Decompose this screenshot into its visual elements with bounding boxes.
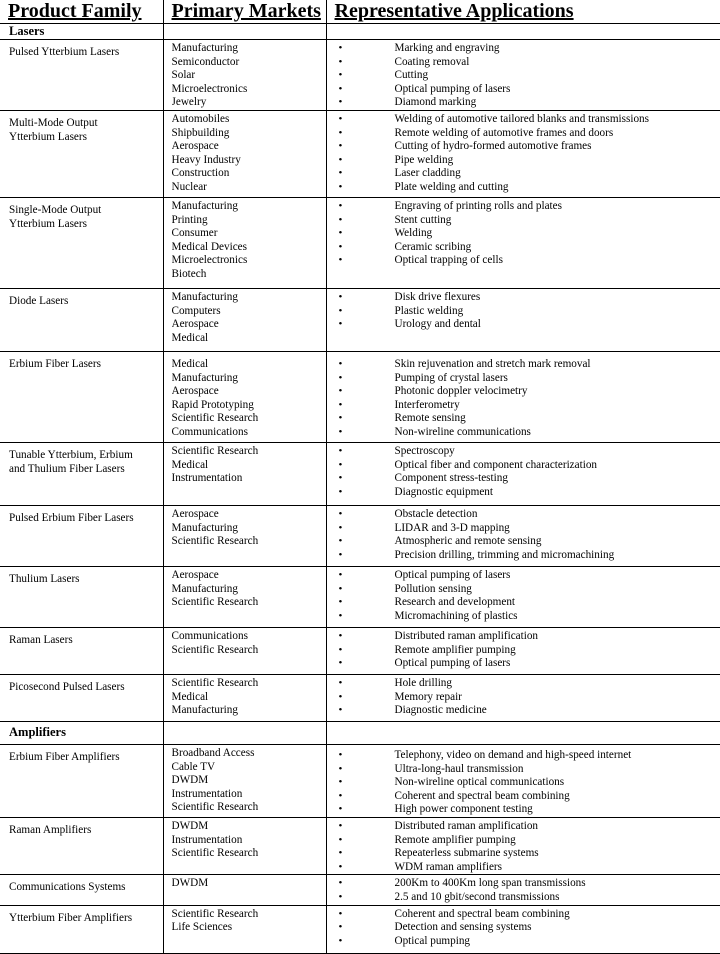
application-item-list (339, 443, 720, 499)
application-item: • Cutting of hydro-formed automotive frames (339, 140, 720, 154)
application-item: • Micromachining of plastics (339, 610, 720, 624)
market-item: Automobiles (172, 113, 324, 127)
application-item: • Optical pumping of lasers (339, 569, 720, 583)
application-item: • Skin rejuvenation and stretch mark removal (339, 358, 720, 372)
market-item: Scientific Research (172, 596, 324, 610)
table-row (0, 875, 720, 905)
market-item: DWDM (172, 774, 324, 788)
market-item: Jewelry (172, 96, 324, 110)
market-item-list (172, 506, 324, 549)
application-item: • Remote welding of automotive frames and doors (339, 127, 720, 141)
market-item: Manufacturing (172, 291, 324, 305)
product-family-name: Pulsed Ytterbium Lasers (9, 46, 159, 60)
application-item: • Welding (339, 227, 720, 241)
market-item: Instrumentation (172, 472, 324, 486)
product-family-name: Communications Systems (9, 881, 159, 895)
section-title: Amplifiers (0, 721, 163, 744)
market-item: Aerospace (172, 385, 324, 399)
application-item: • Obstacle detection (339, 508, 720, 522)
market-item: Scientific Research (172, 801, 324, 815)
product-family-name: Raman Lasers (9, 634, 159, 648)
application-item: • Plastic welding (339, 305, 720, 319)
market-item-list (172, 906, 324, 935)
market-item: Scientific Research (172, 445, 324, 459)
table-row (0, 674, 720, 721)
header-row (0, 0, 720, 24)
product-family-cell (0, 505, 163, 566)
product-family-cell (0, 288, 163, 351)
application-item: • High power component testing (339, 803, 720, 817)
application-item: • Distributed raman amplification (339, 630, 720, 644)
market-item: DWDM (172, 820, 324, 834)
market-item: Manufacturing (172, 200, 324, 214)
header-product-family: Product Family (0, 0, 163, 24)
market-item: Semiconductor (172, 56, 324, 70)
market-item-list (172, 40, 324, 110)
market-item: Manufacturing (172, 42, 324, 56)
product-family-cell (0, 744, 163, 817)
product-family-cell (0, 197, 163, 288)
application-item-list (339, 198, 720, 268)
application-item: • Non-wireline optical communications (339, 776, 720, 790)
applications-cell (326, 905, 720, 953)
primary-markets-cell (163, 197, 326, 288)
market-item: Medical (172, 459, 324, 473)
primary-markets-cell (163, 351, 326, 442)
product-family-name: Ytterbium Lasers (9, 218, 159, 232)
application-item: • Spectroscopy (339, 445, 720, 459)
header-primary-markets: Primary Markets (163, 0, 326, 24)
market-item-list (172, 198, 324, 282)
application-item: • Optical fiber and component characterization (339, 459, 720, 473)
table-row (0, 351, 720, 442)
application-item: • Telephony, video on demand and high-speed internet (339, 749, 720, 763)
application-item: • Ceramic scribing (339, 241, 720, 255)
primary-markets-cell (163, 288, 326, 351)
application-item: • Remote amplifier pumping (339, 644, 720, 658)
market-item: Scientific Research (172, 908, 324, 922)
market-item: Scientific Research (172, 677, 324, 691)
application-item-list (339, 875, 720, 904)
market-item: Aerospace (172, 569, 324, 583)
application-item: • Plate welding and cutting (339, 181, 720, 195)
product-family-name: Thulium Lasers (9, 573, 159, 587)
applications-cell (326, 40, 720, 111)
market-item: Manufacturing (172, 372, 324, 386)
market-item: Shipbuilding (172, 127, 324, 141)
applications-cell (326, 110, 720, 197)
application-item-list (339, 906, 720, 949)
table-row (0, 505, 720, 566)
primary-markets-cell (163, 110, 326, 197)
applications-cell (326, 197, 720, 288)
market-item: Heavy Industry (172, 154, 324, 168)
product-family-name: Ytterbium Lasers (9, 131, 159, 145)
market-item-list (172, 111, 324, 195)
application-item: • Photonic doppler velocimetry (339, 385, 720, 399)
applications-cell (326, 674, 720, 721)
market-item-list (172, 628, 324, 657)
application-item-list (339, 352, 720, 440)
application-item: • Laser cladding (339, 167, 720, 181)
application-item: • Remote sensing (339, 412, 720, 426)
application-item: • Stent cutting (339, 214, 720, 228)
table-row (0, 288, 720, 351)
market-item: Consumer (172, 227, 324, 241)
market-item: Scientific Research (172, 535, 324, 549)
applications-cell (326, 505, 720, 566)
product-family-name: Picosecond Pulsed Lasers (9, 681, 159, 695)
market-item: Scientific Research (172, 412, 324, 426)
market-item: Solar (172, 69, 324, 83)
application-item: • Diamond marking (339, 96, 720, 110)
application-item-list (339, 745, 720, 817)
applications-cell (326, 817, 720, 874)
market-item: Aerospace (172, 508, 324, 522)
market-item-list (172, 289, 324, 345)
application-item: • Optical trapping of cells (339, 254, 720, 268)
market-item: Aerospace (172, 318, 324, 332)
application-item: • Pollution sensing (339, 583, 720, 597)
product-family-cell (0, 627, 163, 674)
market-item: Instrumentation (172, 834, 324, 848)
application-item: • Precision drilling, trimming and micromachining (339, 549, 720, 563)
applications-cell (326, 351, 720, 442)
product-family-cell (0, 817, 163, 874)
primary-markets-cell (163, 817, 326, 874)
application-item-list (339, 111, 720, 195)
market-item: Communications (172, 630, 324, 644)
primary-markets-cell (163, 905, 326, 953)
table-row (0, 627, 720, 674)
primary-markets-cell (163, 674, 326, 721)
market-item: Aerospace (172, 140, 324, 154)
application-item: • Interferometry (339, 399, 720, 413)
application-item: • Pumping of crystal lasers (339, 372, 720, 386)
market-item: Medical (172, 691, 324, 705)
application-item: • Detection and sensing systems (339, 921, 720, 935)
market-item: Manufacturing (172, 583, 324, 597)
primary-markets-cell (163, 875, 326, 905)
application-item-list (339, 675, 720, 718)
market-item: Medical (172, 358, 324, 372)
application-item: • 200Km to 400Km long span transmissions (339, 877, 720, 891)
primary-markets-cell (163, 627, 326, 674)
application-item: • 2.5 and 10 gbit/second transmissions (339, 891, 720, 905)
application-item: • Ultra-long-haul transmission (339, 763, 720, 777)
market-item: Computers (172, 305, 324, 319)
section-blank (326, 721, 720, 744)
market-item: Medical (172, 332, 324, 346)
product-family-name: Single-Mode Output (9, 204, 159, 218)
application-item: • LIDAR and 3-D mapping (339, 522, 720, 536)
table-row (0, 110, 720, 197)
application-item: • Welding of automotive tailored blanks and transmissions (339, 113, 720, 127)
table-row (0, 566, 720, 627)
application-item: • Diagnostic medicine (339, 704, 720, 718)
product-family-cell (0, 566, 163, 627)
market-item: Rapid Prototyping (172, 399, 324, 413)
market-item: Construction (172, 167, 324, 181)
application-item: • Marking and engraving (339, 42, 720, 56)
primary-markets-cell (163, 442, 326, 505)
product-family-cell (0, 875, 163, 905)
application-item: • Repeaterless submarine systems (339, 847, 720, 861)
market-item: Cable TV (172, 761, 324, 775)
product-family-cell (0, 110, 163, 197)
product-family-cell (0, 40, 163, 111)
section-row (0, 24, 720, 40)
table-row (0, 442, 720, 505)
application-item: • Distributed raman amplification (339, 820, 720, 834)
application-item: • Remote amplifier pumping (339, 834, 720, 848)
header-representative-applications: Representative Applications (326, 0, 720, 24)
application-item: • Optical pumping of lasers (339, 657, 720, 671)
market-item: Biotech (172, 268, 324, 282)
application-item: • Coherent and spectral beam combining (339, 908, 720, 922)
market-item: Medical Devices (172, 241, 324, 255)
market-item: Communications (172, 426, 324, 440)
market-item: Microelectronics (172, 254, 324, 268)
application-item-list (339, 567, 720, 623)
market-item: Nuclear (172, 181, 324, 195)
product-family-cell (0, 905, 163, 953)
application-item: • Engraving of printing rolls and plates (339, 200, 720, 214)
product-family-name: Ytterbium Fiber Amplifiers (9, 912, 159, 926)
section-row (0, 721, 720, 744)
product-family-name: Tunable Ytterbium, Erbium (9, 449, 159, 463)
application-item-list (339, 289, 720, 332)
table-row (0, 817, 720, 874)
applications-cell (326, 627, 720, 674)
market-item: Scientific Research (172, 847, 324, 861)
primary-markets-cell (163, 40, 326, 111)
table-row (0, 40, 720, 111)
market-item-list (172, 675, 324, 718)
application-item: • Component stress-testing (339, 472, 720, 486)
application-item-list (339, 506, 720, 562)
product-family-cell (0, 351, 163, 442)
application-item-list (339, 40, 720, 110)
market-item-list (172, 818, 324, 861)
market-item: Printing (172, 214, 324, 228)
market-item-list (172, 443, 324, 486)
applications-cell (326, 442, 720, 505)
product-family-cell (0, 674, 163, 721)
application-item: • Disk drive flexures (339, 291, 720, 305)
application-item: • Urology and dental (339, 318, 720, 332)
market-item: Manufacturing (172, 522, 324, 536)
primary-markets-cell (163, 505, 326, 566)
product-family-name: and Thulium Fiber Lasers (9, 463, 159, 477)
market-item: DWDM (172, 877, 324, 891)
application-item: • Optical pumping (339, 935, 720, 949)
product-family-name: Diode Lasers (9, 295, 159, 309)
application-item: • Memory repair (339, 691, 720, 705)
table-row (0, 197, 720, 288)
market-item: Life Sciences (172, 921, 324, 935)
section-blank (163, 721, 326, 744)
market-item-list (172, 567, 324, 610)
market-item-list (172, 352, 324, 440)
market-item: Scientific Research (172, 644, 324, 658)
application-item: • Non-wireline communications (339, 426, 720, 440)
application-item-list (339, 818, 720, 874)
application-item: • Research and development (339, 596, 720, 610)
market-item: Microelectronics (172, 83, 324, 97)
section-blank (326, 24, 720, 40)
product-family-name: Raman Amplifiers (9, 824, 159, 838)
application-item-list (339, 628, 720, 671)
market-item-list (172, 745, 324, 815)
application-item: • Hole drilling (339, 677, 720, 691)
section-blank (163, 24, 326, 40)
application-item: • Optical pumping of lasers (339, 83, 720, 97)
market-item: Instrumentation (172, 788, 324, 802)
application-item: • Diagnostic equipment (339, 486, 720, 500)
table-row (0, 744, 720, 817)
product-family-name: Pulsed Erbium Fiber Lasers (9, 512, 159, 526)
applications-cell (326, 875, 720, 905)
applications-cell (326, 744, 720, 817)
product-family-name: Erbium Fiber Lasers (9, 358, 159, 372)
applications-cell (326, 566, 720, 627)
table-row (0, 905, 720, 953)
product-family-cell (0, 442, 163, 505)
application-item: • Atmospheric and remote sensing (339, 535, 720, 549)
application-item: • Pipe welding (339, 154, 720, 168)
market-item: Manufacturing (172, 704, 324, 718)
primary-markets-cell (163, 744, 326, 817)
market-item: Broadband Access (172, 747, 324, 761)
application-item: • Cutting (339, 69, 720, 83)
product-family-name: Multi-Mode Output (9, 117, 159, 131)
applications-cell (326, 288, 720, 351)
primary-markets-cell (163, 566, 326, 627)
application-item: • Coherent and spectral beam combining (339, 790, 720, 804)
section-title: Lasers (0, 24, 163, 40)
market-item-list (172, 875, 324, 891)
application-item: • WDM raman amplifiers (339, 861, 720, 875)
application-item: • Coating removal (339, 56, 720, 70)
product-family-name: Erbium Fiber Amplifiers (9, 751, 159, 765)
